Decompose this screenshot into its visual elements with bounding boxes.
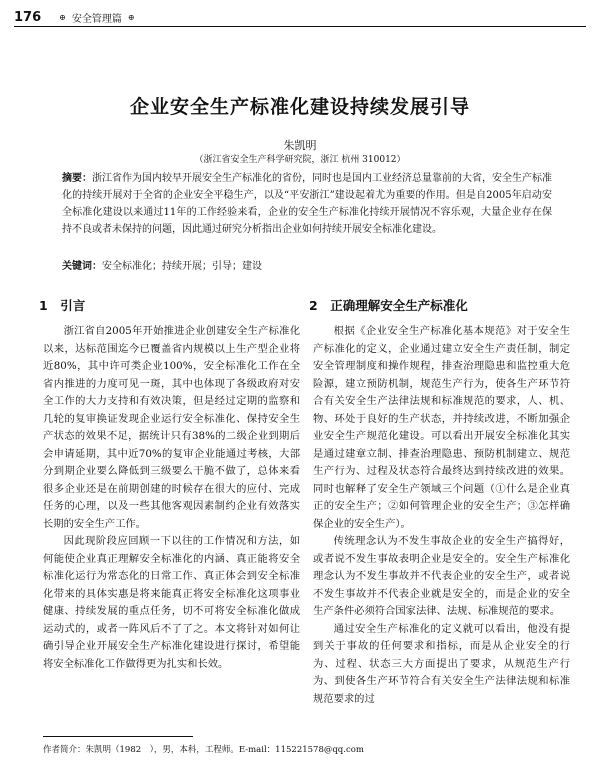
section-2-paragraph-1: 根据《企业安全生产标准化基本规范》对于安全生产标准化的定义，企业通过建立安全生产责任制，制定安全管理制度和操作规程，排查治理隐患和监控重大危险源，建立预防机制，规范生产行为，使各生产环节符合有关安全生产法律法规和标准规范的要求，人、机、物、环处于良好的生产状态，并持续改进，不断加强企业安全生产规范化建设。可以看出开展安全标准化其实是通过建章立制、排查治理隐患、预防机制建立、规范生产行为、过程及状态符合最终达到持续改进的效果。同时也解释了安全生产领域三个问题（①什么是企业真正的安全生产；②如何管理企业的安全生产；③怎样确保企业的安全生产）。 — [313, 325, 570, 530]
abstract-label: 摘要： — [62, 173, 92, 184]
keywords — [62, 259, 552, 274]
section-1-heading: 1 引言 — [39, 298, 86, 313]
section-2-paragraph-3: 通过安全生产标准化的定义就可以看出，他没有提到关于事故的任何要求和指标，而是从企业安全的行为、过程、状态三大方面提出了要求，从规范生产行为、到使各生产环节符合有关安全生产法律法规和标准规范要求的过 — [313, 622, 570, 705]
left-column — [39, 298, 300, 673]
keywords-label: 关键词： — [62, 261, 102, 272]
section-2-heading: 2 正确理解安全生产标准化 — [309, 298, 468, 313]
header-rule — [14, 26, 586, 27]
abstract — [62, 170, 552, 238]
page-number: 176 — [14, 9, 42, 25]
keywords-text: 安全标准化；持续开展；引导；建设 — [102, 261, 262, 272]
author-name: 朱凯明 — [283, 139, 317, 152]
footnote-rule — [43, 736, 193, 737]
header-ornament-left: ⊕ — [59, 12, 66, 22]
journal-section: 安全管理篇 — [71, 13, 122, 25]
author-affiliation: （浙江省安全生产科学研究院，浙江 杭州 310012） — [194, 155, 406, 165]
abstract-text: 浙江省作为国内较早开展安全生产标准化的省份，同时也是国内工业经济总量靠前的大省，安全生产标准化的持续开展对于全省的企业安全平稳生产，以及“平安浙江”建设起着尤为重要的作用。但是自2005年启动安全标准化建设以来通过11年的工作经验来看，企业的安全生产标准化持续开展情况不容乐观，大量企业存在保持不良或者未保持的问题，因此通过研究分析指出企业如何持续开展安全标准化建设。 — [62, 173, 552, 235]
section-1-paragraph-2: 因此现阶段应回顾一下以往的工作情况和方法，如何能使企业真正理解安全标准化的内涵、真正能将安全标准化运行为常态化的日常工作、真正体会到安全标准化带来的具体实惠是将来能真正将安全标准化这项事业健康、持续发展的重点任务，切不可将安全标准化做成运动式的，或者一阵风后不了了之。本文将针对如何让确引导企业开展安全生产标准化建设进行探讨，希望能将安全标准化工作做得更为扎实和长效。 — [43, 535, 300, 670]
article-title: 企业安全生产标准化建设持续发展引导 — [129, 96, 470, 118]
right-column — [309, 298, 570, 708]
author-footnote: 作者简介：朱凯明（1982 ），男，本科，工程师。E-mail：115221578@qq.com — [43, 745, 364, 755]
running-header — [14, 9, 586, 25]
section-1-paragraph-1: 浙江省自2005年开始推进企业创建安全生产标准化以来，达标范围迄今已覆盖省内规模以上生产型企业将近80%，其中许可类企业100%，安全标准化工作在全省内推进的力度可见一斑，其中也体现了各级政府对安全工作的大力支持和有效决策，但是经过定期的监察和几轮的复审换证发现企业运行安全标准化、保持安全生产状态的效果不足，据统计只有38%的二级企业到期后会申请延期，其中近70%的复审企业能通过考核，大部分到期企业要么降低到三级要么干脆不做了，总体来看很多企业还是在前期创建的时候存在很大的应付、完成任务的心理，以及一些其他客观因素制约企业有效落实长期的安全生产工作。 — [43, 325, 300, 530]
section-2-paragraph-2: 传统理念认为不发生事故企业的安全生产搞得好，或者说不发生事故表明企业是安全的。安全生产标准化理念认为不发生事故并不代表企业的安全生产，或者说不发生事故并不代表企业就是安全的，而是企业的安全生产条件必须符合国家法律、法规、标准规范的要求。 — [313, 535, 570, 617]
header-ornament-right: ⊕ — [127, 12, 135, 22]
